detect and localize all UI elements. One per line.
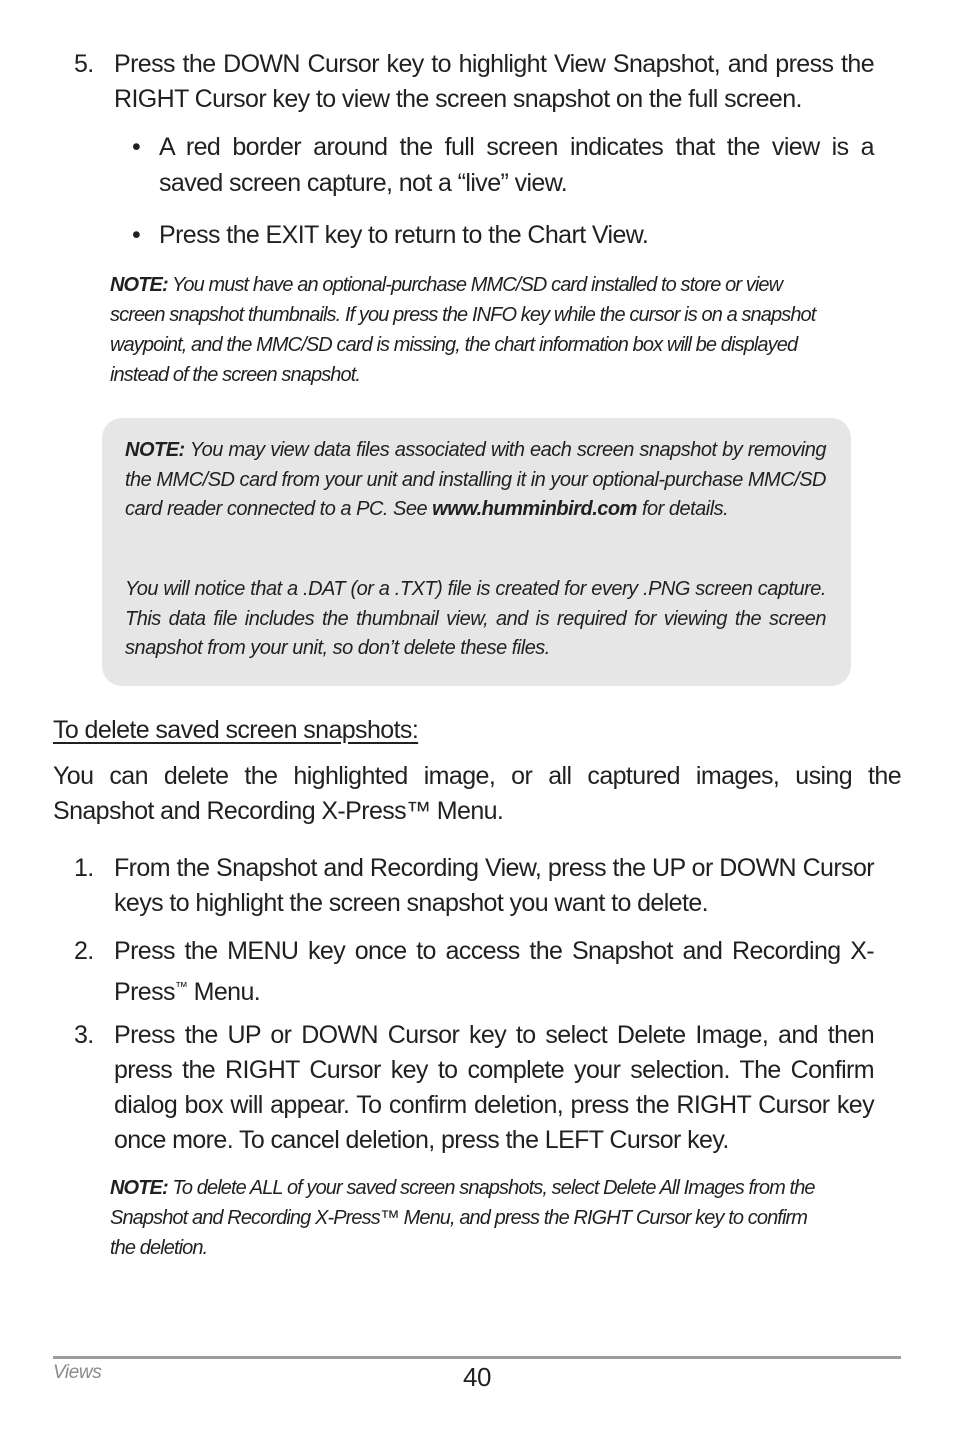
bullet-marker: • [132,133,141,161]
note-delete-all [110,1173,850,1263]
step-text: Press the DOWN Cursor key to highlight View Snapshot, and press the RIGHT Cursor key to view the screen snapshot on the full screen. [114,50,874,113]
note-text: You may view data files associated with each screen snapshot by removing the MMC/SD card from your unit and installing it in your optional-purchase MMC/SD card reader connected to a PC. See [125,439,826,520]
footer-divider [53,1356,901,1359]
note-label: NOTE: [110,274,168,296]
note-label: NOTE: [110,1177,168,1199]
note-line: instead of the screen snapshot. [110,364,361,386]
section-intro: You can delete the highlighted image, or all captured images, using the Snapshot and Recording X-Press™ Menu. [53,762,901,825]
step-number: 3. [74,1021,94,1049]
note-mmc-required [110,270,850,390]
note-line: Snapshot and Recording X-Press™ Menu, and press the RIGHT Cursor key to confirm [110,1207,808,1229]
step-2 [74,934,874,1010]
note-text-tail: for details. [641,498,729,520]
section-heading: To delete saved screen snapshots: [53,716,419,744]
website-link[interactable]: www.humminbird.com [432,498,637,520]
step-1 [74,851,874,921]
note-box-paragraph-2: You will notice that a .DAT (or a .TXT) file is created for every .PNG screen capture. This data file includes the thumbnail view, and is required for viewing the screen snapshot from your unit, so don’t delete these files. [125,578,826,659]
note-line: waypoint, and the MMC/SD card is missing, the chart information box will be displayed [110,334,798,356]
trademark-symbol: ™ [174,979,188,994]
bullet-marker: • [132,221,141,249]
bullet-text: Press the EXIT key to return to the Chart View. [159,221,649,249]
note-box-paragraph-1 [125,436,826,525]
bullet-item [132,217,874,253]
note-line [110,1173,850,1203]
step-text: Press the UP or DOWN Cursor key to select Delete Image, and then press the RIGHT Cursor key to complete your selection. The Confirm dialog box will appear. To confirm deletion, press the RIGHT Cursor key once more. To cancel deletion, press the LEFT Cursor key. [114,1021,874,1154]
note-line: screen snapshot thumbnails. If you press the INFO key while the cursor is on a snapshot [110,304,816,326]
step-text: From the Snapshot and Recording View, press the UP or DOWN Cursor keys to highlight the screen snapshot you want to delete. [114,854,874,917]
step-text [114,934,874,1010]
page-number: 40 [463,1362,491,1392]
note-line: the deletion. [110,1237,208,1259]
step-3 [74,1018,874,1158]
step-number: 2. [74,937,94,965]
step-text-main: Press the MENU key once to access the Snapshot and Recording X-Press [114,937,874,1006]
footer-section-name: Views [53,1362,102,1383]
bullet-text: A red border around the full screen indicates that the view is a saved screen capture, not a “live” view. [159,133,874,197]
bullet-item [132,129,874,201]
step-number: 5. [74,50,94,78]
note-line [110,270,850,300]
note-text: You must have an optional-purchase MMC/SD card installed to store or view [172,274,783,296]
note-text: To delete ALL of your saved screen snapshots, select Delete All Images from the [172,1177,815,1199]
note-label: NOTE: [125,439,185,461]
step-text-end: Menu. [187,978,261,1006]
step-5 [74,47,874,117]
step-number: 1. [74,854,94,882]
